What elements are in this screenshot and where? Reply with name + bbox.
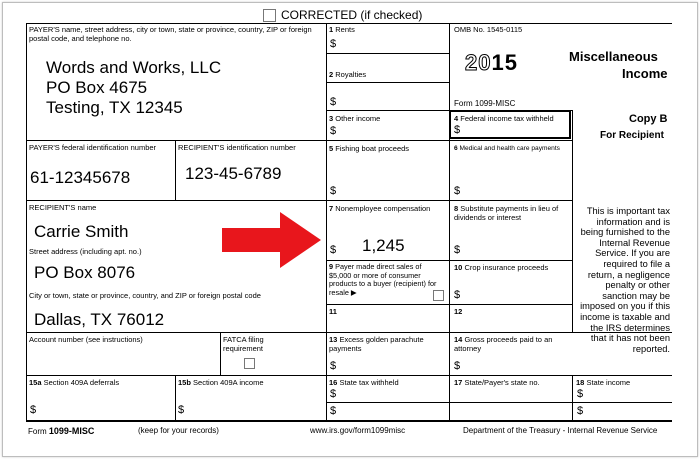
rule: [326, 53, 449, 54]
rule: [572, 110, 573, 332]
box13-dollar: $: [330, 360, 337, 372]
rule: [26, 140, 572, 141]
box14-label: Gross proceeds paid to an attorney: [454, 335, 553, 353]
box7-number: 7: [329, 204, 334, 213]
footer-keep: (keep for your records): [138, 426, 219, 435]
account-label: Account number (see instructions): [29, 335, 143, 344]
rule: [175, 140, 176, 200]
recipient-street: PO Box 8076: [34, 263, 136, 282]
box2-dollar: $: [330, 96, 337, 108]
box15b-number: 15b: [178, 378, 191, 387]
box3-label: Other income: [335, 114, 381, 123]
box3-number: 3: [329, 114, 334, 123]
footer-form-name: 1099-MISC: [48, 426, 95, 436]
rule: [26, 23, 27, 421]
rule: [175, 375, 176, 421]
footer-dept: Department of the Treasury - Internal Revenue Service: [463, 426, 658, 435]
rule: [326, 82, 449, 83]
box15b-dollar: $: [178, 404, 185, 416]
box8-number: 8: [454, 204, 459, 213]
box7-value: 1,245: [362, 236, 405, 255]
recipient-name: Carrie Smith: [34, 222, 129, 241]
year-suffix: 15: [491, 50, 518, 75]
box1-label: Rents: [335, 25, 355, 34]
box18-dollar: $: [577, 388, 584, 400]
box5-number: 5: [329, 144, 334, 153]
form-title-line1: Miscellaneous: [569, 49, 658, 64]
box3-dollar: $: [330, 125, 337, 137]
box5-label: Fishing boat proceeds: [335, 144, 410, 153]
recipient-tin: 123-45-6789: [185, 164, 282, 183]
box18-label: State income: [586, 378, 631, 387]
box8-label: Substitute payments in lieu of dividends or interest: [454, 204, 559, 222]
copy-for: For Recipient: [600, 130, 664, 141]
rule: [572, 375, 573, 421]
corrected-checkbox[interactable]: [263, 9, 276, 22]
payer-label: PAYER'S name, street address, city or town, state or province, country, ZIP or foreign postal code, and telephone no.: [29, 25, 312, 43]
box12-number: 12: [454, 307, 463, 316]
recipient-street-label: Street address (including apt. no.): [29, 247, 142, 256]
box8-dollar: $: [454, 244, 461, 256]
box14-dollar: $: [454, 360, 461, 372]
box14-number: 14: [454, 335, 463, 344]
box13-label: Excess golden parachute payments: [329, 335, 424, 353]
box16-dollar: $: [330, 388, 337, 400]
fatca-checkbox[interactable]: [244, 358, 255, 369]
box1-dollar: $: [330, 38, 337, 50]
form-name: Form 1099-MISC: [454, 99, 516, 108]
box18-number: 18: [576, 378, 585, 387]
box10-label: Crop insurance proceeds: [464, 263, 549, 272]
box9-number: 9: [329, 262, 334, 271]
box15b-label: Section 409A income: [193, 378, 264, 387]
recipient-tin-label: RECIPIENT'S identification number: [178, 143, 296, 152]
footer-url: www.irs.gov/form1099misc: [310, 426, 406, 435]
payer-name: Words and Works, LLC: [46, 58, 222, 77]
omb-number: OMB No. 1545-0115: [454, 25, 523, 34]
payer-city: Testing, TX 12345: [46, 98, 183, 117]
payer-tin: 61-12345678: [30, 168, 131, 187]
fatca-label: FATCA filing requirement: [223, 335, 264, 353]
box16-label: State tax withheld: [339, 378, 399, 387]
notice-text: This is important tax information and is being furnished to the Internal Revenue Service. If you are required to file a return, a negligence penalty or other sanction may be imposed on you if this income is taxable and the IRS determines that it has not been reported.: [580, 206, 670, 354]
box5-dollar: $: [330, 185, 337, 197]
box15a-label: Section 409A deferrals: [43, 378, 120, 387]
box4-number: 4: [454, 114, 459, 123]
box18-dollar: $: [577, 405, 584, 417]
box16-dollar: $: [330, 405, 337, 417]
box6-label: Medical and health care payments: [459, 145, 560, 152]
rule: [26, 23, 672, 24]
box2-label: Royalties: [335, 70, 367, 79]
box17-number: 17: [454, 378, 463, 387]
form-title-line2: Income: [622, 66, 668, 81]
box6-dollar: $: [454, 185, 461, 197]
copy-label: Copy B: [629, 113, 668, 125]
box10-number: 10: [454, 263, 463, 272]
box1-number: 1: [329, 25, 334, 34]
year-prefix: 20: [465, 50, 492, 75]
box7-label: Nonemployee compensation: [335, 204, 431, 213]
rule: [26, 375, 672, 376]
box6-number: 6: [454, 145, 458, 152]
payer-tin-label: PAYER'S federal identification number: [29, 143, 157, 152]
box9-checkbox[interactable]: [433, 290, 444, 301]
box9-label: Payer made direct sales of $5,000 or more of consumer products to a buyer (recipient) for resale ▶: [329, 262, 437, 297]
recipient-city-label: City or town, state or province, country, and ZIP or foreign postal code: [29, 291, 261, 300]
recipient-city: Dallas, TX 76012: [34, 310, 165, 329]
box15a-dollar: $: [30, 404, 37, 416]
recipient-name-label: RECIPIENT'S name: [29, 203, 97, 212]
rule: [220, 332, 221, 375]
box11-number: 11: [329, 307, 337, 316]
rule: [26, 421, 672, 422]
rule: [326, 402, 672, 403]
box10-dollar: $: [454, 289, 461, 301]
box4-label: Federal income tax withheld: [460, 114, 554, 123]
red-arrow-icon: [222, 212, 322, 268]
payer-street: PO Box 4675: [46, 78, 148, 97]
box16-number: 16: [329, 378, 338, 387]
rule: [326, 110, 449, 111]
box7-dollar: $: [330, 244, 337, 256]
footer-form-prefix: Form: [28, 427, 49, 436]
box2-number: 2: [329, 70, 334, 79]
rule: [26, 200, 572, 201]
box4-dollar: $: [454, 124, 461, 136]
box15a-number: 15a: [29, 378, 42, 387]
corrected-label: CORRECTED (if checked): [281, 8, 423, 22]
box13-number: 13: [329, 335, 338, 344]
box17-label: State/Payer's state no.: [464, 378, 540, 387]
rule: [449, 23, 450, 421]
